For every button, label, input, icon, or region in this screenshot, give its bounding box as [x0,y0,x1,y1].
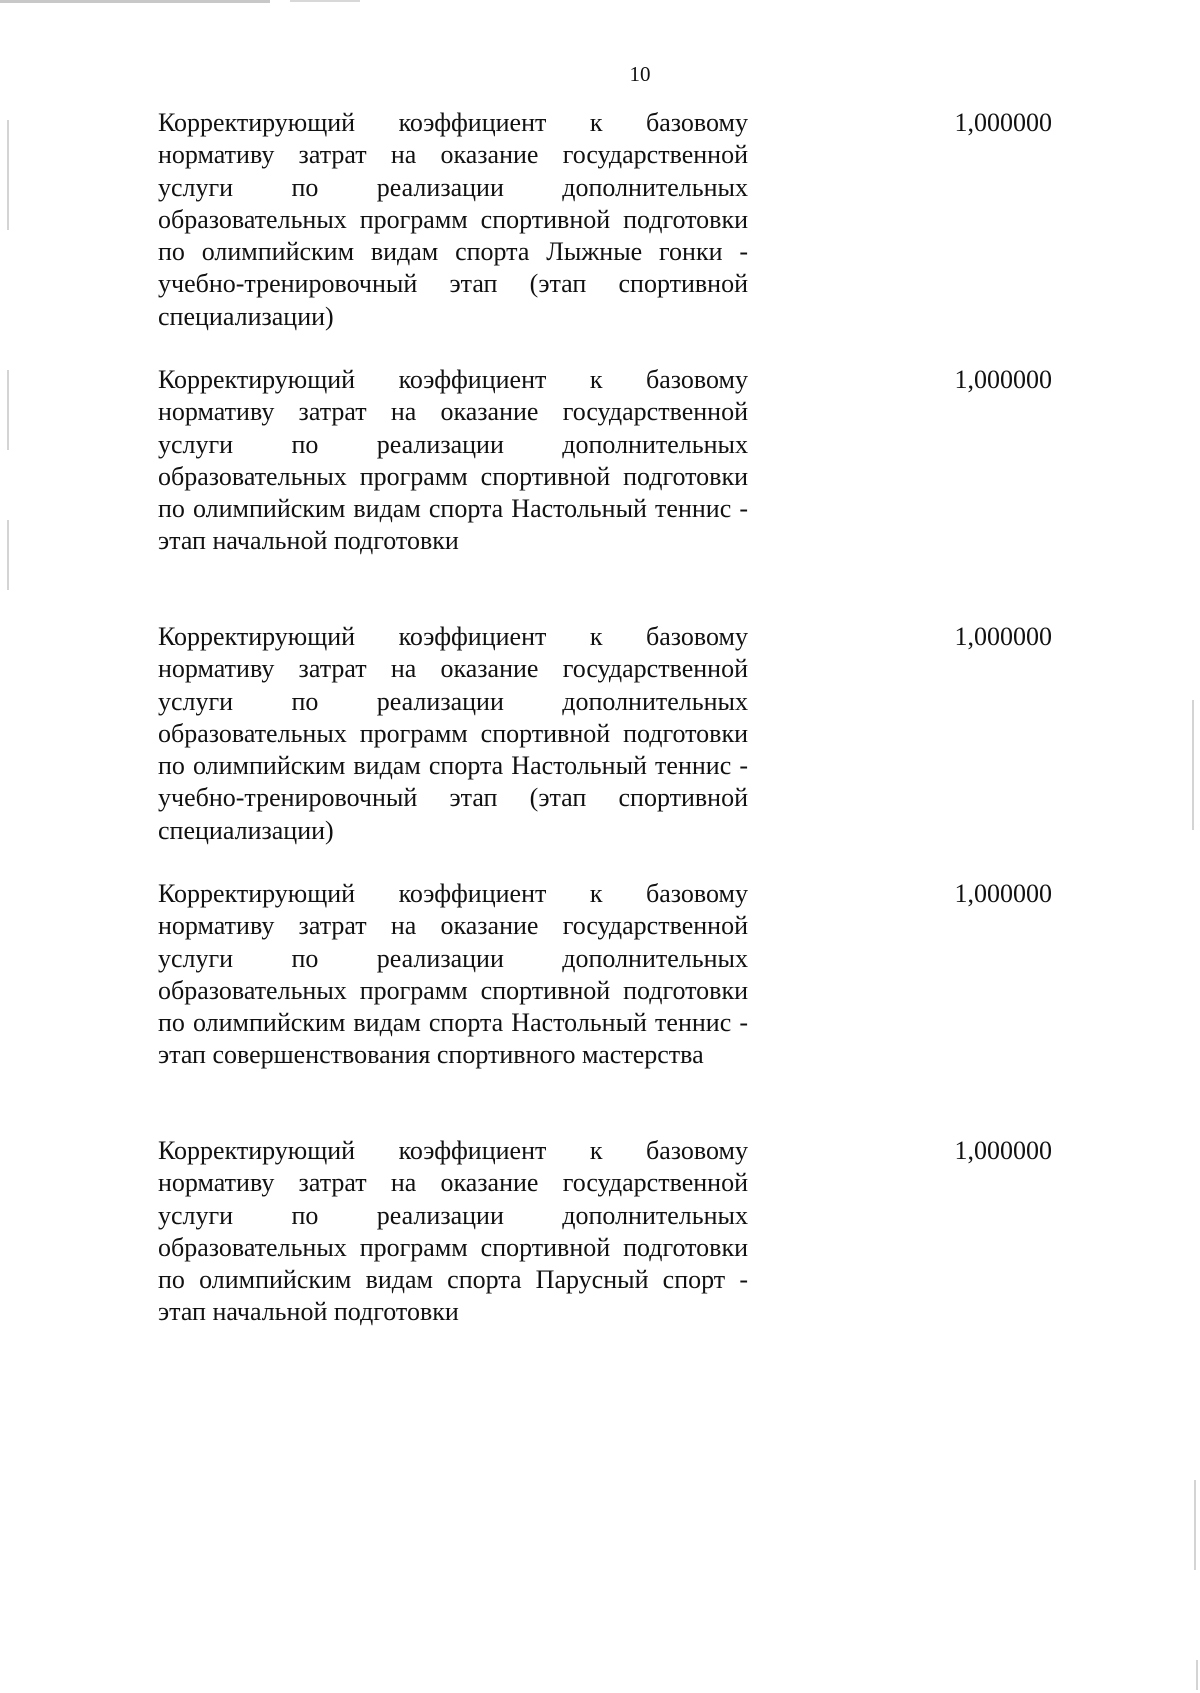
scan-edge-line [7,520,9,590]
coefficient-description: Корректирующий коэффициент к базовому нормативу затрат на оказание государственной услуги по реализации дополнительных образовательных программ спортивной подготовки по олимпийским видам спорта Настольный теннис - учебно-тренировочный этап (этап спортивной специализации) [158,622,748,845]
page-number: 10 [629,62,651,86]
coefficient-entry [158,1135,1198,1329]
scan-edge-line [0,0,270,3]
scan-edge-line [7,370,9,450]
scan-edge-line [1196,1660,1198,1690]
scan-edge-line [290,0,360,2]
coefficient-entry [158,621,1198,847]
coefficient-description: Корректирующий коэффициент к базовому нормативу затрат на оказание государственной услуги по реализации дополнительных образовательных программ спортивной подготовки по олимпийским видам спорта Настольный теннис - этап начальной подготовки [158,365,748,556]
coefficient-entry [158,364,1198,558]
coefficient-entry [158,878,1198,1072]
scan-edge-line [1194,1480,1196,1570]
coefficient-value: 1,000000 [954,622,1052,651]
coefficient-entry [158,107,1198,333]
coefficient-description: Корректирующий коэффициент к базовому нормативу затрат на оказание государственной услуги по реализации дополнительных образовательных программ спортивной подготовки по олимпийским видам спорта Настольный теннис - этап совершенствования спортивного мастерства [158,879,748,1070]
coefficient-description: Корректирующий коэффициент к базовому нормативу затрат на оказание государственной услуги по реализации дополнительных образовательных программ спортивной подготовки по олимпийским видам спорта Лыжные гонки - учебно-тренировочный этап (этап спортивной специализации) [158,108,748,331]
coefficient-description: Корректирующий коэффициент к базовому нормативу затрат на оказание государственной услуги по реализации дополнительных образовательных программ спортивной подготовки по олимпийским видам спорта Парусный спорт - этап начальной подготовки [158,1136,748,1327]
coefficient-value: 1,000000 [954,879,1052,908]
scan-edge-line [7,120,9,230]
coefficient-value: 1,000000 [954,1136,1052,1165]
coefficient-value: 1,000000 [954,108,1052,137]
coefficient-value: 1,000000 [954,365,1052,394]
